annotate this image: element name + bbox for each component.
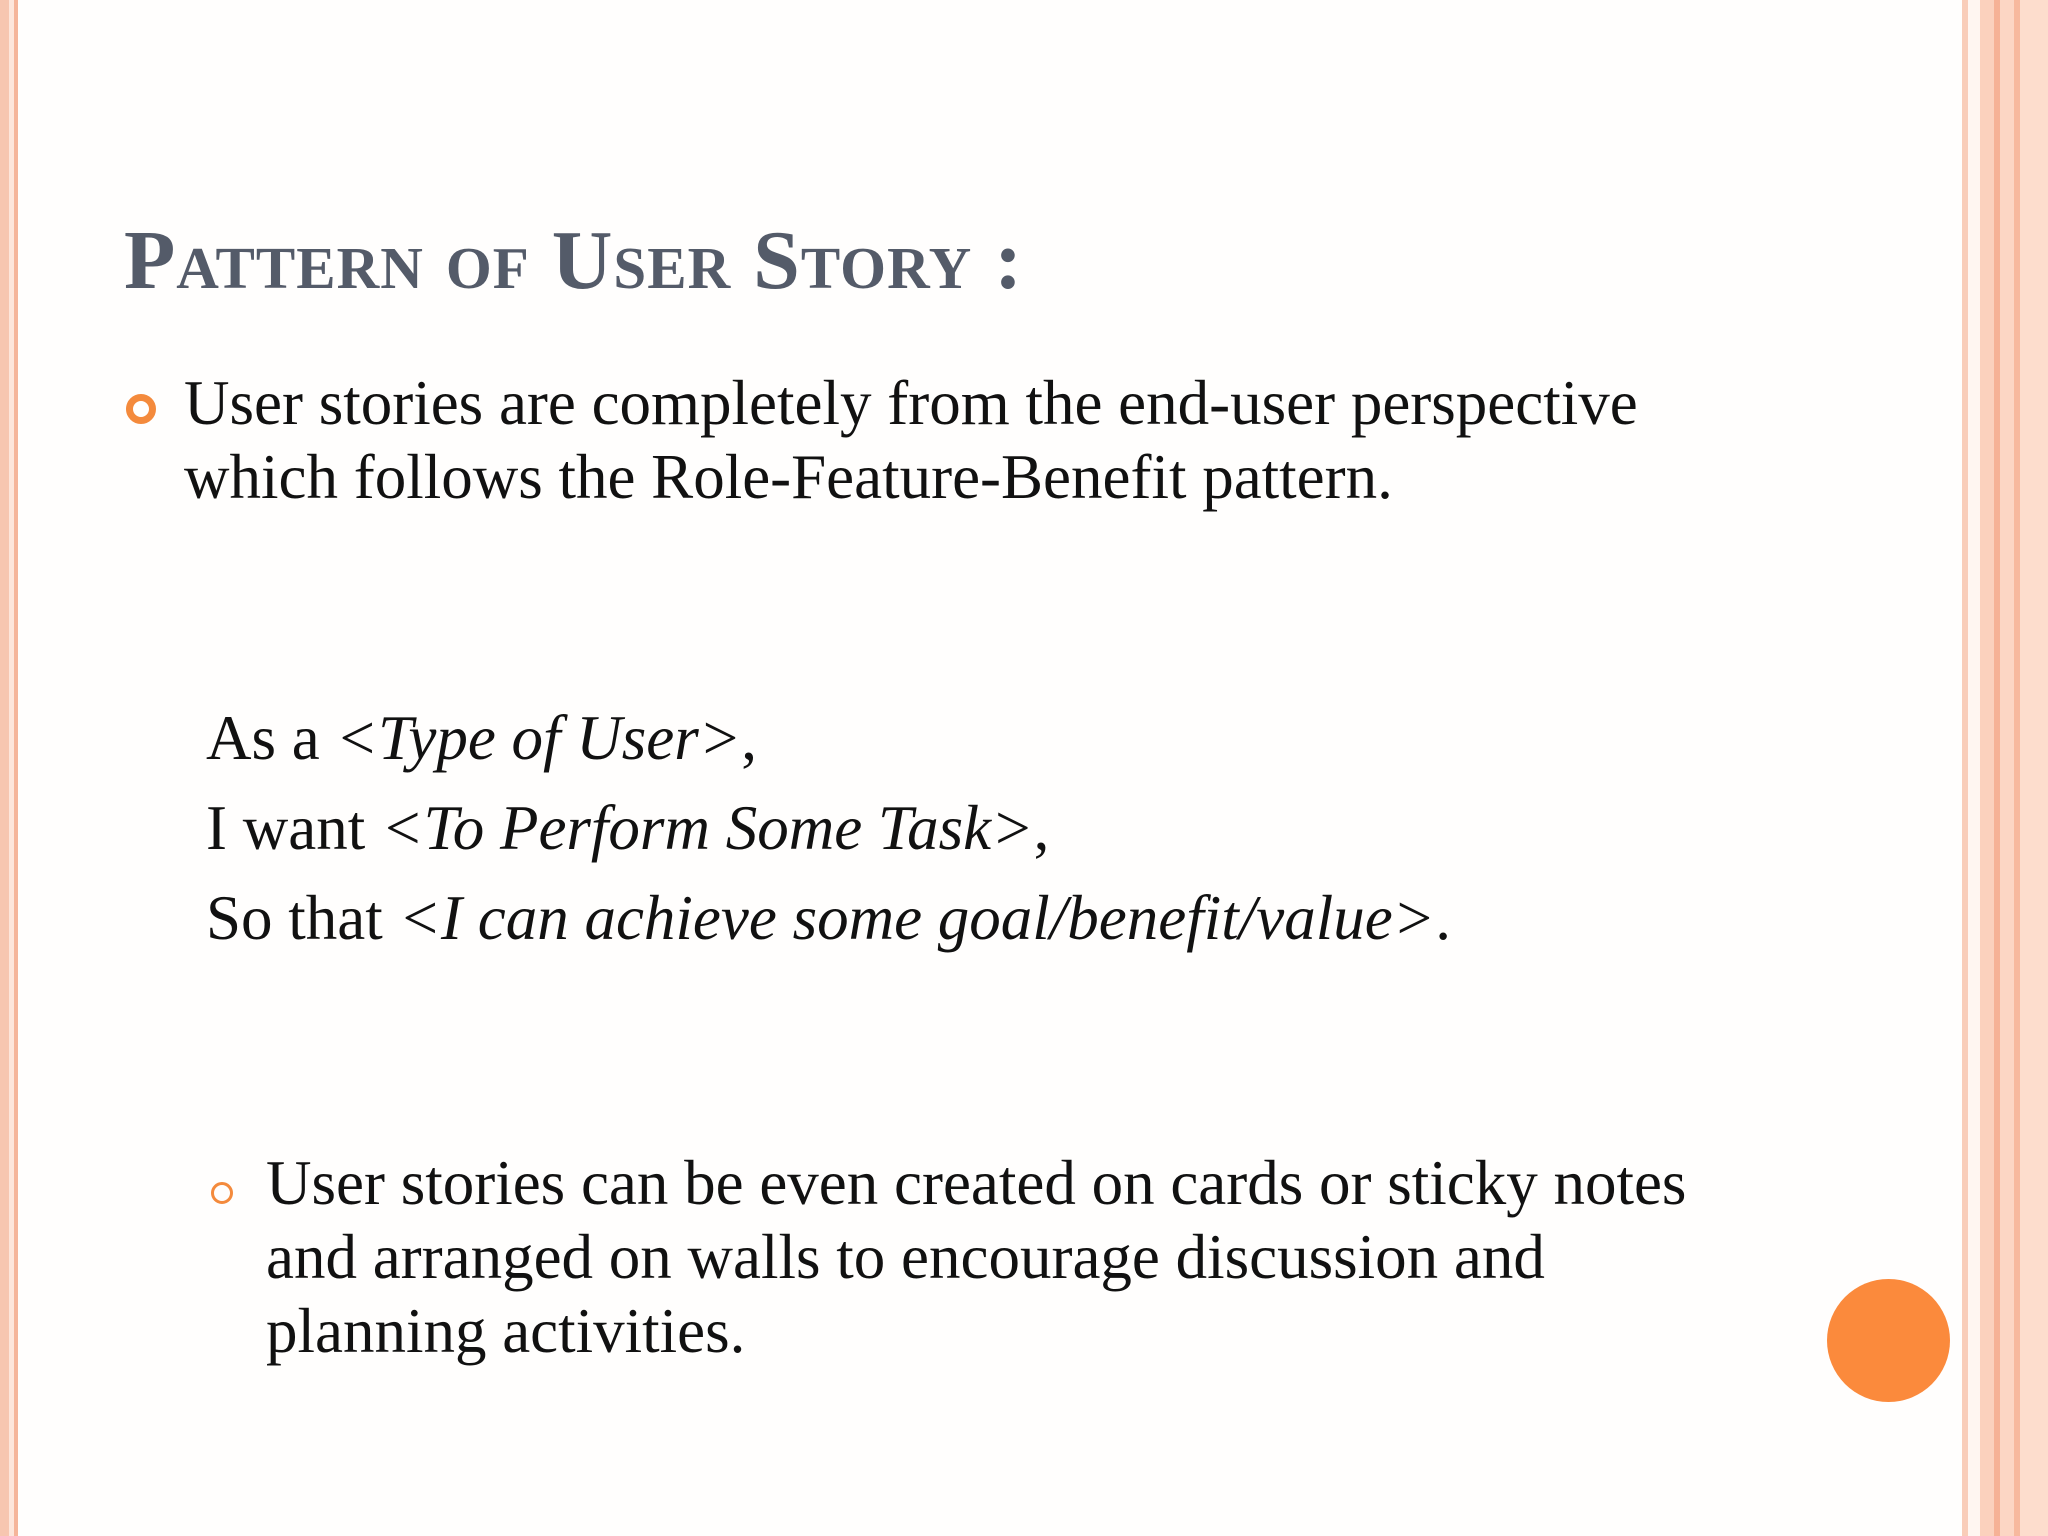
decorative-orange-circle: [1827, 1279, 1950, 1402]
right-border-stripe: [1968, 0, 1980, 1536]
template-line-role: [206, 693, 1451, 783]
bullet-text-role-feature-benefit: User stories are completely from the end-user perspective which follows the Role-Feature-Benefit pattern.: [184, 368, 1638, 512]
right-border-stripe: [1980, 0, 1994, 1536]
left-border-stripe: [14, 0, 18, 1536]
sub-bullet-text-cards: User stories can be even created on cards or sticky notes and arranged on walls to encourage discussion and planning activities.: [266, 1148, 1687, 1366]
slide-title: Pattern of User Story :: [124, 214, 1024, 307]
user-story-template: [206, 693, 1451, 963]
template-line-benefit: [206, 873, 1451, 963]
left-border-stripe: [0, 0, 9, 1536]
template-prefix: I want: [206, 793, 381, 863]
template-placeholder: <To Perform Some Task>: [380, 793, 1034, 863]
template-suffix: .: [1435, 883, 1451, 953]
sub-bullet-circle-icon: [211, 1182, 233, 1204]
template-placeholder: <Type of User>: [335, 703, 742, 773]
right-border-stripe: [2020, 0, 2048, 1536]
template-line-feature: [206, 783, 1451, 873]
template-suffix: ,: [1033, 793, 1050, 863]
template-prefix: So that: [206, 883, 399, 953]
template-prefix: As a: [206, 703, 336, 773]
template-suffix: ,: [741, 703, 758, 773]
template-placeholder: <I can achieve some goal/benefit/value>: [398, 883, 1436, 953]
right-border-stripe: [2000, 0, 2014, 1536]
bullet-circle-icon: [126, 394, 156, 424]
